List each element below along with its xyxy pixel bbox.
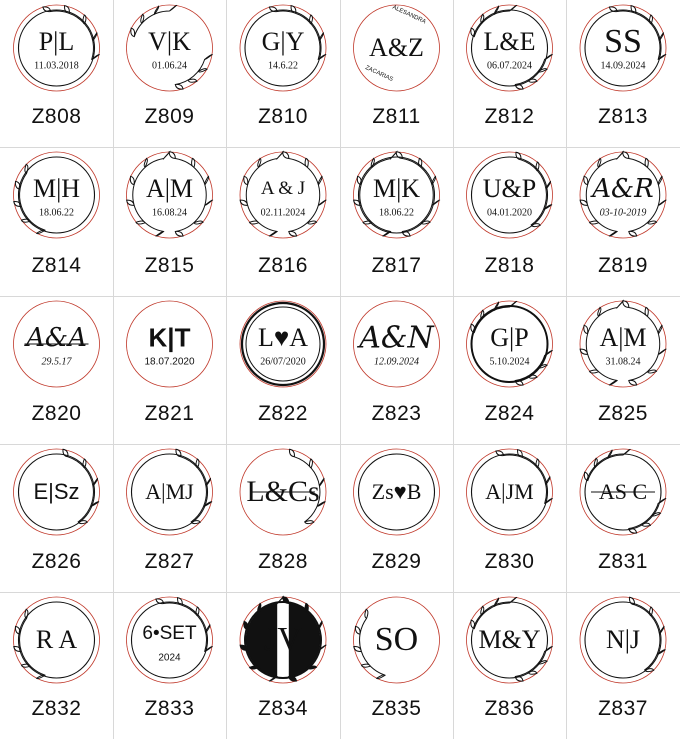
seal-monogram: A|M	[599, 323, 647, 352]
seal-tile-z817[interactable]	[340, 147, 453, 296]
seal-product-code: Z826	[31, 550, 82, 573]
seal-tile-z835[interactable]	[340, 592, 453, 739]
seal-product-code: Z831	[598, 550, 648, 573]
seal-monogram: AS C	[598, 479, 648, 504]
seal-tile-z827[interactable]	[113, 444, 226, 592]
seal-tile-z828[interactable]	[226, 444, 340, 592]
seal-monogram: A&R	[592, 174, 654, 204]
seal-monogram: A|M	[145, 174, 194, 203]
seal-monogram: SO	[374, 621, 419, 658]
seal-monogram: Zs♥B	[371, 479, 422, 504]
seal-product-code: Z818	[484, 254, 535, 277]
seal-product-code: Z816	[258, 254, 308, 277]
seal-monogram: R A	[35, 625, 78, 654]
seal-date: 18.06.22	[39, 207, 74, 219]
seal-monogram: E|Sz	[33, 479, 80, 504]
seal-monogram: M&Y	[478, 625, 541, 654]
seal-product-code: Z830	[484, 550, 535, 573]
seal-tile-z834[interactable]	[226, 592, 340, 739]
seal-monogram: A&A	[26, 323, 87, 353]
seal-monogram: SS	[604, 23, 642, 60]
seal-product-code: Z808	[31, 105, 82, 128]
seal-date: 04.01.2020	[487, 207, 532, 219]
seal-product-code: Z833	[144, 697, 195, 720]
seal-tile-z808[interactable]	[0, 0, 113, 147]
seal-product-code: Z827	[144, 550, 195, 573]
seal-tile-z809[interactable]	[113, 0, 226, 147]
seal-tile-z837[interactable]	[566, 592, 680, 739]
seal-tile-z822[interactable]	[226, 296, 340, 444]
seal-date: 5.10.2024	[489, 356, 530, 368]
seal-monogram: M|K	[372, 174, 421, 203]
seal-monogram: U&P	[482, 174, 537, 203]
seal-date: 16.08.24	[152, 207, 187, 219]
seal-tile-z812[interactable]	[453, 0, 566, 147]
seal-tile-z823[interactable]	[340, 296, 453, 444]
seal-arc-name-bottom: ZACARIAS	[363, 64, 394, 84]
seal-monogram: JV	[264, 621, 302, 658]
seal-product-code: Z837	[598, 697, 648, 720]
seal-product-code: Z813	[598, 105, 648, 128]
seal-monogram: A|MJ	[145, 479, 194, 504]
seal-product-code: Z825	[598, 402, 648, 425]
seal-product-code: Z810	[258, 105, 308, 128]
seal-product-code: Z821	[144, 402, 195, 425]
seal-date: 03-10-2019	[599, 207, 647, 219]
seal-arc-name-top: ALESANDRA	[390, 4, 427, 26]
seal-date: 31.08.24	[605, 356, 641, 368]
seal-date: 02.11.2024	[260, 207, 306, 219]
seal-monogram: G|P	[490, 323, 529, 352]
seal-tile-z832[interactable]	[0, 592, 113, 739]
seal-tile-z833[interactable]	[113, 592, 226, 739]
seal-product-code: Z811	[372, 105, 421, 128]
seal-product-code: Z809	[144, 105, 195, 128]
seal-product-code: Z812	[484, 105, 535, 128]
seal-tile-z830[interactable]	[453, 444, 566, 592]
seal-product-code: Z828	[258, 550, 308, 573]
seal-product-code: Z832	[31, 697, 82, 720]
seal-tile-z819[interactable]	[566, 147, 680, 296]
seal-date: 11.03.2018	[34, 60, 79, 72]
seal-monogram: L♥A	[257, 323, 309, 352]
seal-date: 29.5.17	[41, 356, 72, 368]
seal-tile-z824[interactable]	[453, 296, 566, 444]
seal-date: 18.06.22	[379, 207, 414, 219]
seal-monogram: L&E	[483, 27, 536, 56]
seal-monogram: A & J	[260, 178, 306, 199]
seal-tile-z810[interactable]	[226, 0, 340, 147]
seal-date: 14.09.2024	[600, 60, 646, 72]
seal-product-code: Z820	[31, 402, 82, 425]
seal-tile-z831[interactable]	[566, 444, 680, 592]
seal-product-code: Z824	[484, 402, 535, 425]
seal-monogram: A&Z	[369, 33, 424, 62]
seal-monogram: A|JM	[485, 479, 534, 504]
seal-monogram: A&N	[359, 320, 434, 356]
seal-tile-z811[interactable]	[340, 0, 453, 147]
seal-tile-z829[interactable]	[340, 444, 453, 592]
seal-tile-z825[interactable]	[566, 296, 680, 444]
seal-product-code: Z815	[144, 254, 195, 277]
seal-tile-z821[interactable]	[113, 296, 226, 444]
seal-product-code: Z817	[371, 254, 422, 277]
seal-monogram: V|K	[148, 27, 191, 56]
seal-monogram: N|J	[605, 625, 641, 654]
seal-tile-z836[interactable]	[453, 592, 566, 739]
seal-monogram: P|L	[38, 27, 75, 56]
seal-monogram: M|H	[32, 174, 81, 203]
seal-product-code: Z836	[484, 697, 535, 720]
seal-monogram: L&Cs	[246, 475, 320, 508]
seal-date: 01.06.24	[152, 60, 187, 72]
seal-product-code: Z822	[258, 402, 308, 425]
seal-date: 18.07.2020	[144, 356, 195, 368]
seal-date: 06.07.2024	[487, 60, 532, 72]
seal-tile-z826[interactable]	[0, 444, 113, 592]
seal-monogram: 6•SET	[142, 623, 197, 644]
seal-date: 12.09.2024	[374, 356, 419, 368]
seal-product-code: Z834	[258, 697, 308, 720]
seal-tile-z813[interactable]	[566, 0, 680, 147]
seal-monogram: G|Y	[261, 27, 305, 56]
seal-product-code: Z835	[371, 697, 422, 720]
seal-tile-z820[interactable]	[0, 296, 113, 444]
seal-tile-z816[interactable]	[226, 147, 340, 296]
seal-monogram: K|T	[148, 322, 191, 353]
seal-product-code: Z823	[371, 402, 422, 425]
seal-date: 14.6.22	[268, 60, 298, 72]
seal-date: 26/07/2020	[260, 356, 306, 368]
seal-tile-z818[interactable]	[453, 147, 566, 296]
seal-tile-z814[interactable]	[0, 147, 113, 296]
seal-product-code: Z829	[371, 550, 422, 573]
seal-product-code: Z814	[31, 254, 82, 277]
seal-date: 2024	[158, 652, 181, 664]
seal-tile-z815[interactable]	[113, 147, 226, 296]
seal-product-code: Z819	[598, 254, 648, 277]
